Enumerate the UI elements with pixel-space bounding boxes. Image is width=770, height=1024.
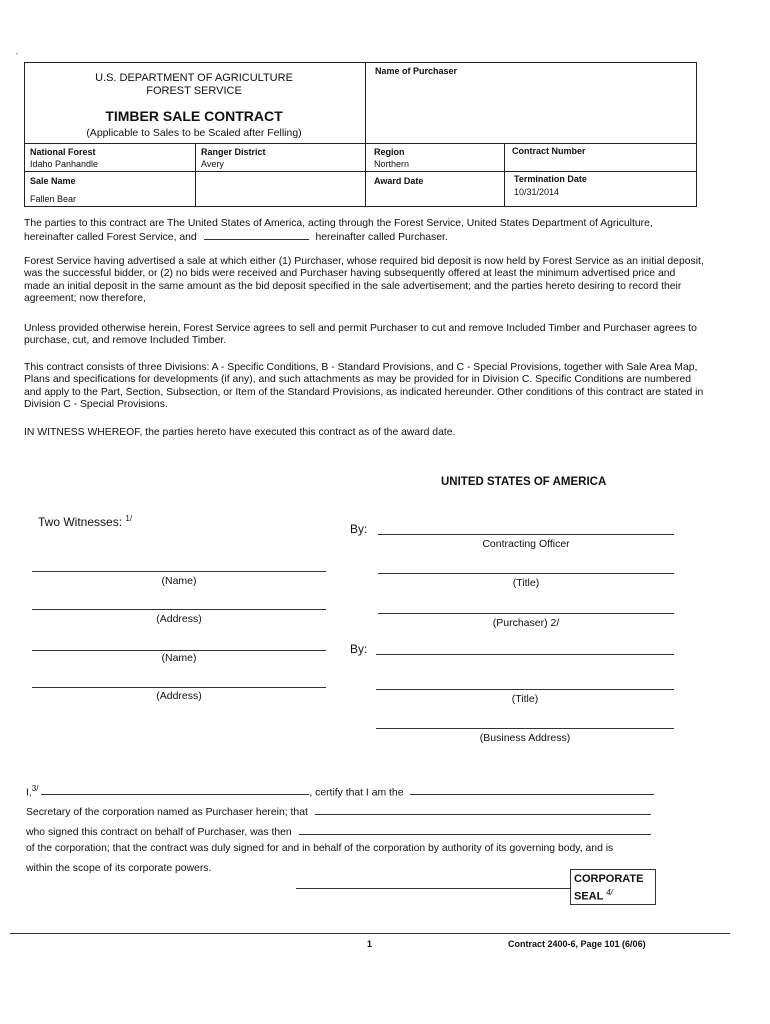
service-name: FOREST SERVICE bbox=[146, 85, 242, 97]
usa-heading: UNITED STATES OF AMERICA bbox=[441, 476, 607, 488]
certify-line-1 bbox=[26, 784, 706, 798]
page-number: 1 bbox=[367, 939, 373, 949]
contracting-officer-signature-line[interactable] bbox=[378, 534, 674, 535]
seal-label-2: SEAL bbox=[574, 890, 604, 903]
award-date-label: Award Date bbox=[374, 176, 424, 186]
footer-rule bbox=[10, 933, 730, 934]
department-name: U.S. DEPARTMENT OF AGRICULTURE bbox=[95, 72, 293, 84]
title-caption-2: (Title) bbox=[511, 693, 539, 705]
certify-secretary-text: Secretary of the corporation named as Purchaser herein; that bbox=[26, 807, 308, 818]
parties-line-1: The parties to this contract are The United States of America, acting through the Forest Service, United States Department of Agriculture, bbox=[24, 218, 653, 229]
parties-text-start: hereinafter called Forest Service, and bbox=[24, 232, 197, 243]
termination-date-label: Termination Date bbox=[514, 174, 587, 184]
certify-line-4: of the corporation; that the contract was duly signed for and in behalf of the corporation by authority of its governing body, and is bbox=[26, 843, 614, 854]
title-line-1[interactable] bbox=[378, 573, 674, 574]
signer-title-blank[interactable] bbox=[299, 825, 651, 835]
region-value: Northern bbox=[374, 159, 410, 169]
corporate-seal-box bbox=[570, 869, 656, 905]
title-line-2[interactable] bbox=[376, 689, 674, 690]
purchaser-line[interactable] bbox=[378, 613, 674, 614]
certify-line-2 bbox=[26, 805, 706, 818]
paragraph-agreement: Unless provided otherwise herein, Forest Service agrees to sell and permit Purchaser to cut and remove Included Timber and Purchaser agrees to purchase, cut, and remove Included Timber. bbox=[24, 323, 697, 347]
name-of-purchaser-field[interactable] bbox=[366, 78, 692, 140]
purchaser-blank[interactable] bbox=[204, 230, 309, 240]
sale-name-value: Fallen Bear bbox=[30, 194, 77, 204]
purchaser-signature-line[interactable] bbox=[376, 654, 674, 655]
certify-line-5: within the scope of its corporate powers. bbox=[26, 863, 212, 874]
footnote-4: 4/ bbox=[606, 888, 613, 897]
certifier-title-blank[interactable] bbox=[410, 785, 654, 795]
certifier-name-blank[interactable] bbox=[41, 785, 309, 795]
footnote-1: 1/ bbox=[125, 514, 133, 523]
witness-1-address-caption: (Address) bbox=[156, 613, 202, 625]
witness-2-address-line[interactable] bbox=[32, 687, 326, 688]
signer-name-blank[interactable] bbox=[315, 805, 651, 815]
witness-1-address-line[interactable] bbox=[32, 609, 326, 610]
national-forest-label: National Forest bbox=[30, 147, 96, 157]
certify-text: , certify that I am the bbox=[309, 787, 404, 799]
ranger-district-value: Avery bbox=[201, 159, 224, 169]
witness-1-name-caption: (Name) bbox=[161, 575, 197, 587]
paragraph-divisions: This contract consists of three Divisions: A - Specific Conditions, B - Standard Provisions, and C - Special Provisions, together with Sale Area Map, Plans and specifications for developments (if any), and such attachments as may be provided for in Division C. Specific Conditions are numbered and apply to the Part, Section, Subsection, or Item of the Standard Provisions, as indicated hereunder. Other conditions of this contract are stated in Division C - Special Provisions. bbox=[24, 362, 704, 411]
seal-label-1: CORPORATE bbox=[574, 873, 644, 885]
page-subtitle: (Applicable to Sales to be Scaled after Felling) bbox=[86, 127, 302, 139]
seal-label-2-row bbox=[574, 886, 655, 904]
certify-line-3 bbox=[26, 825, 706, 838]
two-witnesses-label bbox=[38, 514, 132, 529]
page-title: TIMBER SALE CONTRACT bbox=[105, 108, 283, 124]
by-label-2: By: bbox=[350, 642, 368, 656]
witness-2-name-line[interactable] bbox=[32, 650, 326, 651]
two-witnesses-text: Two Witnesses: bbox=[38, 515, 123, 529]
paragraph-advertised-sale: Forest Service having advertised a sale at which either (1) Purchaser, whose required bid deposit is now held by Forest Service as an initial deposit, was the successful bidder, or (2) no bids were received and Purchaser having subsequently offered at least the minimum advertised price and made an initial deposit in the same amount as the bid deposit specified in the sale advertisement; and the parties hereto desiring to record their agreement; now therefore, bbox=[24, 256, 704, 305]
form-number: Contract 2400-6, Page 101 (6/06) bbox=[508, 939, 646, 949]
business-address-caption: (Business Address) bbox=[479, 732, 571, 744]
paragraph-witness: IN WITNESS WHEREOF, the parties hereto have executed this contract as of the award date. bbox=[24, 427, 456, 438]
parties-text-end: hereinafter called Purchaser. bbox=[315, 232, 448, 243]
national-forest-value: Idaho Panhandle bbox=[30, 159, 99, 169]
witness-2-name-caption: (Name) bbox=[161, 652, 197, 664]
parties-line-2 bbox=[24, 230, 704, 244]
sale-name-label: Sale Name bbox=[30, 176, 76, 186]
region-label: Region bbox=[374, 147, 405, 157]
certify-i: I, bbox=[26, 787, 32, 799]
ranger-district-label: Ranger District bbox=[201, 147, 266, 157]
witness-2-address-caption: (Address) bbox=[156, 690, 202, 702]
contracting-officer-caption: Contracting Officer bbox=[482, 538, 570, 550]
stray-mark: ’ bbox=[16, 52, 18, 61]
business-address-line[interactable] bbox=[376, 728, 674, 729]
corporate-seal-line[interactable] bbox=[296, 888, 570, 889]
footnote-3: 3/ bbox=[31, 784, 39, 793]
termination-date-value: 10/31/2014 bbox=[514, 187, 560, 197]
purchaser-caption: (Purchaser) 2/ bbox=[492, 617, 560, 629]
by-label-1: By: bbox=[350, 522, 368, 536]
name-of-purchaser-label: Name of Purchaser bbox=[375, 66, 458, 76]
title-caption-1: (Title) bbox=[512, 577, 540, 589]
certify-signed-text: who signed this contract on behalf of Purchaser, was then bbox=[26, 827, 292, 838]
contract-number-label: Contract Number bbox=[512, 146, 586, 156]
witness-1-name-line[interactable] bbox=[32, 571, 326, 572]
